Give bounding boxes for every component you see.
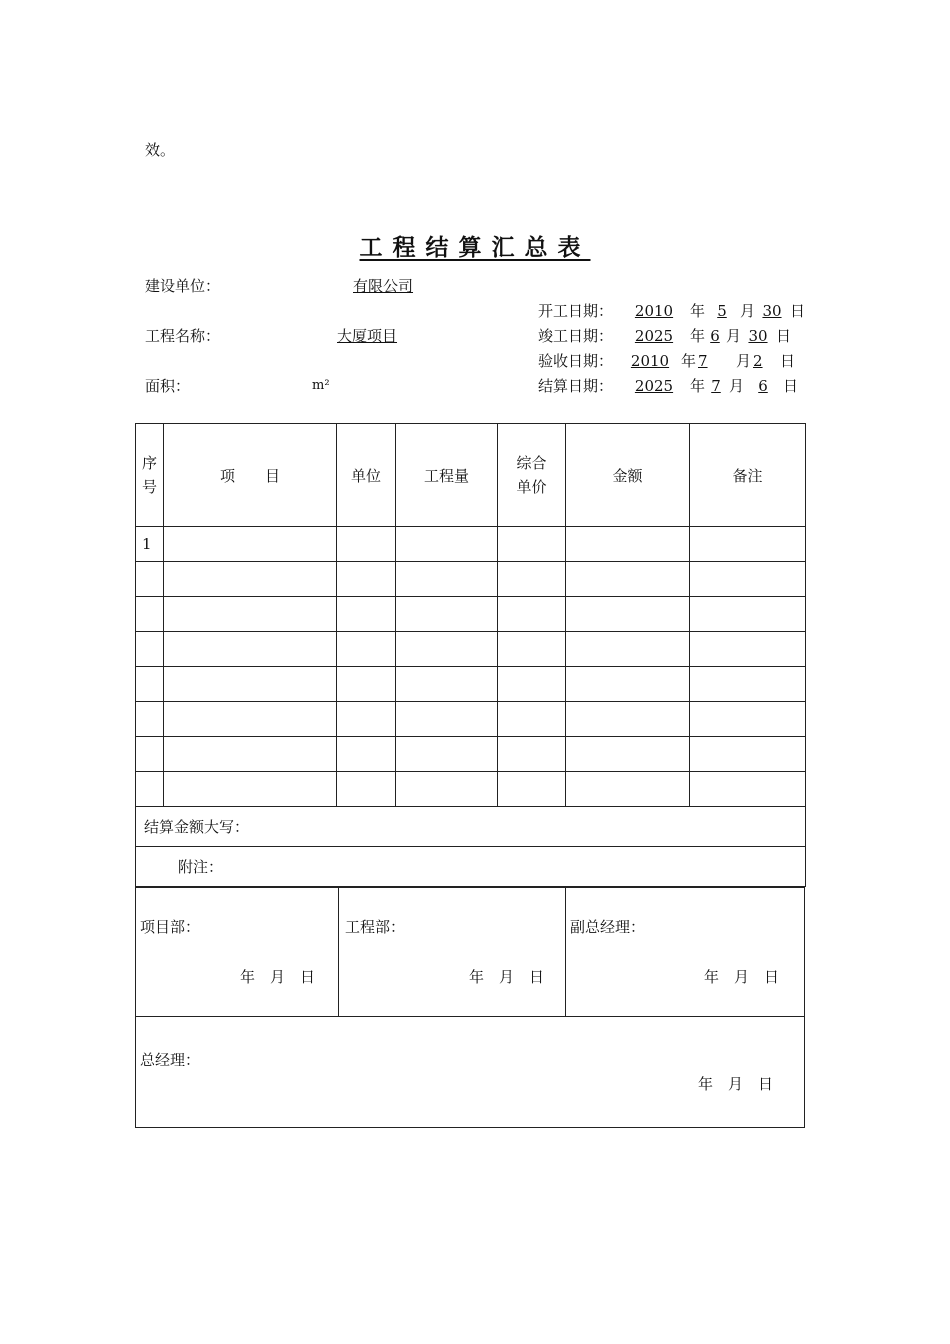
cell[interactable] [498,772,566,807]
cell[interactable] [396,667,498,702]
header-seq [136,424,164,527]
header-amount: 金额 [566,424,690,527]
deputy-gm-date: 年 月 日 [704,968,780,986]
header-quantity: 工程量 [396,424,498,527]
date-month: 6 [710,327,720,345]
day-unit: 日 [783,377,799,395]
cell[interactable] [337,527,396,562]
header-unit: 单位 [337,424,396,527]
project-dept-date: 年 月 日 [240,968,316,986]
table-row [136,562,806,597]
header-unit-price [498,424,566,527]
header-item: 项 目 [164,424,337,527]
cell[interactable] [136,632,164,667]
cell[interactable] [566,527,690,562]
project-name-value: 大厦项目 [337,327,398,345]
cell[interactable] [566,562,690,597]
cell[interactable] [337,772,396,807]
year-unit: 年 [690,377,706,395]
deputy-gm-label: 副总经理： [570,918,646,936]
engineering-dept-label: 工程部： [345,918,406,936]
page-title: 工程结算汇总表 [359,234,591,261]
date-year: 2025 [634,327,674,345]
cell[interactable] [690,667,806,702]
engineering-dept-date: 年 月 日 [469,968,545,986]
date-year: 2010 [634,302,674,320]
cell[interactable] [498,667,566,702]
date-month: 7 [711,377,721,395]
date-day: 2 [753,352,763,370]
cell[interactable] [164,527,337,562]
cell[interactable] [566,632,690,667]
date-label: 竣工日期： [538,327,614,345]
cell[interactable] [690,702,806,737]
amount-in-words-label[interactable]: 结算金额大写： [136,807,806,847]
cell[interactable] [136,562,164,597]
cell[interactable] [498,632,566,667]
cell[interactable] [396,772,498,807]
gm-date: 年 月 日 [698,1075,774,1093]
cell[interactable] [164,702,337,737]
month-unit: 月 [736,352,752,370]
cell[interactable] [566,737,690,772]
day-unit: 日 [790,302,806,320]
table-row [136,597,806,632]
table-row [136,527,806,562]
remarks-row [136,847,806,887]
project-dept-label: 项目部： [140,918,201,936]
cell[interactable] [337,737,396,772]
date-day: 30 [762,302,782,320]
cell[interactable] [498,562,566,597]
date-label: 验收日期： [538,352,614,370]
cell[interactable] [337,632,396,667]
cell[interactable] [164,772,337,807]
day-unit: 日 [780,352,796,370]
cell[interactable] [566,667,690,702]
row-seq: 1 [136,527,164,562]
date-year: 2010 [630,352,670,370]
cell[interactable] [690,772,806,807]
cell[interactable] [337,597,396,632]
date-month: 7 [698,352,708,370]
month-unit: 月 [729,377,745,395]
cell[interactable] [136,702,164,737]
date-day: 6 [758,377,768,395]
cell[interactable] [566,772,690,807]
date-day: 30 [748,327,768,345]
cell[interactable] [498,737,566,772]
header-unit-price-text: 综合单价 [516,454,547,496]
cell[interactable] [396,597,498,632]
cell[interactable] [396,737,498,772]
cell[interactable] [396,527,498,562]
table-row [136,702,806,737]
signoff-deputy-gm [565,887,805,1017]
table-row [136,772,806,807]
cell[interactable] [136,667,164,702]
cell[interactable] [498,527,566,562]
previous-page-text: 效。 [145,141,176,159]
settlement-table [135,423,806,887]
area-unit: m² [312,378,330,393]
amount-in-words-row [136,807,806,847]
cell[interactable] [164,597,337,632]
cell[interactable] [337,702,396,737]
date-year: 2025 [634,377,674,395]
date-label: 开工日期： [538,302,614,320]
cell[interactable] [396,702,498,737]
cell[interactable] [136,737,164,772]
signoff-engineering-dept [338,887,566,1017]
cell[interactable] [498,597,566,632]
cell[interactable] [396,562,498,597]
day-unit: 日 [776,327,792,345]
signoff-project-dept [135,887,339,1017]
remarks-label[interactable]: 附注： [136,847,806,887]
project-name-label: 工程名称： [145,327,221,345]
header-seq-text: 序号 [141,454,157,496]
signoff-gm [135,1016,805,1128]
cell[interactable] [690,597,806,632]
cell[interactable] [690,737,806,772]
cell[interactable] [164,737,337,772]
client-label: 建设单位： [145,277,221,295]
cell[interactable] [337,562,396,597]
cell[interactable] [164,632,337,667]
year-unit: 年 [690,302,706,320]
gm-label: 总经理： [140,1051,201,1069]
cell[interactable] [136,772,164,807]
cell[interactable] [566,702,690,737]
cell[interactable] [396,632,498,667]
header-note: 备注 [690,424,806,527]
cell[interactable] [690,562,806,597]
area-label: 面积： [145,377,191,395]
cell[interactable] [164,667,337,702]
cell[interactable] [164,562,337,597]
table-row [136,632,806,667]
month-unit: 月 [726,327,742,345]
month-unit: 月 [740,302,756,320]
table-row [136,667,806,702]
table-header-row [136,424,806,527]
year-unit: 年 [681,352,697,370]
cell[interactable] [690,527,806,562]
client-value: 有限公司 [353,277,414,295]
cell[interactable] [566,597,690,632]
date-label: 结算日期： [538,377,614,395]
cell[interactable] [690,632,806,667]
table-row [136,737,806,772]
date-month: 5 [717,302,727,320]
cell[interactable] [136,597,164,632]
cell[interactable] [337,667,396,702]
year-unit: 年 [690,327,706,345]
cell[interactable] [498,702,566,737]
